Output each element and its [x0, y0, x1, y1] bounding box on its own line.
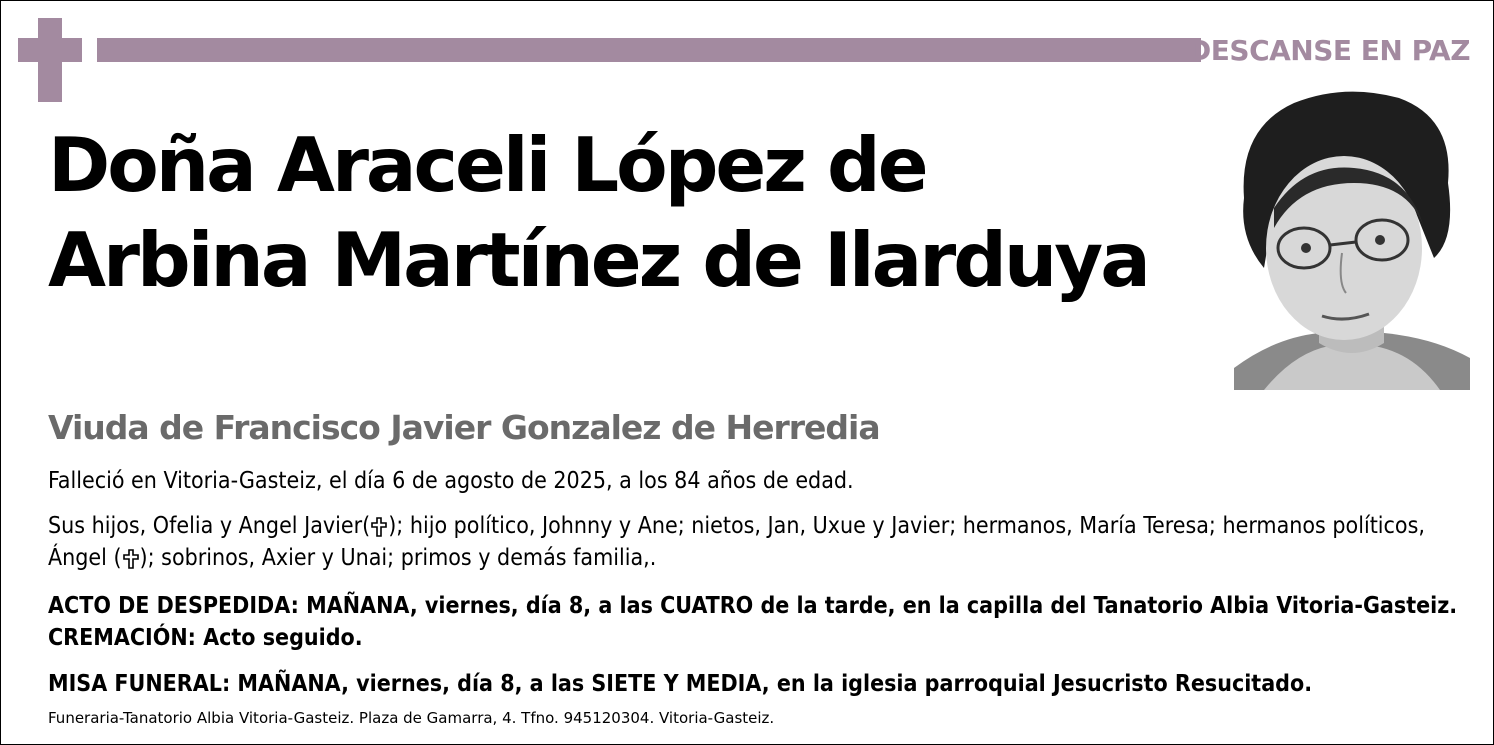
family-text-2: ); hijo político, Johnny y Ane; nietos, Jan, Uxue y Javier; hermanos, María Teresa; hermanos políticos, Ángel ( [48, 513, 1425, 571]
rip-label: DESCANSE EN PAZ [1188, 34, 1470, 67]
funeral-mass: MISA FUNERAL: MAÑANA, viernes, día 8, a las SIETE Y MEDIA, en la iglesia parroquial Jesucristo Resucitado. [48, 671, 1313, 697]
death-notice: Falleció en Vitoria-Gasteiz, el día 6 de agosto de 2025, a los 84 años de edad. [48, 468, 854, 494]
funeral-home-footer: Funeraria-Tanatorio Albia Vitoria-Gasteiz. Plaza de Gamarra, 4. Tfno. 945120304. Vitoria-Gasteiz. [48, 709, 775, 727]
farewell-act: ACTO DE DESPEDIDA: MAÑANA, viernes, día 8, a las CUATRO de la tarde, en la capilla del Tanatorio Albia Vitoria-Gasteiz. CREMACIÓN: Acto seguido. [48, 593, 1458, 651]
family-text-1: Sus hijos, Ofelia y Angel Javier( [48, 513, 371, 539]
portrait-photo [1234, 88, 1470, 390]
name-line-2: Arbina Martínez de Ilarduya [48, 216, 1148, 304]
cross-symbol-icon [122, 548, 140, 570]
family-list [48, 510, 1468, 574]
widow-subtitle: Viuda de Francisco Javier Gonzalez de Herredia [48, 408, 880, 447]
cross-symbol-icon [370, 516, 388, 538]
name-line-1: Doña Araceli López de [48, 121, 926, 209]
deceased-name [48, 118, 1218, 308]
family-text-3: ); sobrinos, Axier y Unai; primos y demás familia,. [139, 545, 657, 571]
header-bar [97, 38, 1201, 62]
cross-icon-horizontal [18, 38, 82, 62]
